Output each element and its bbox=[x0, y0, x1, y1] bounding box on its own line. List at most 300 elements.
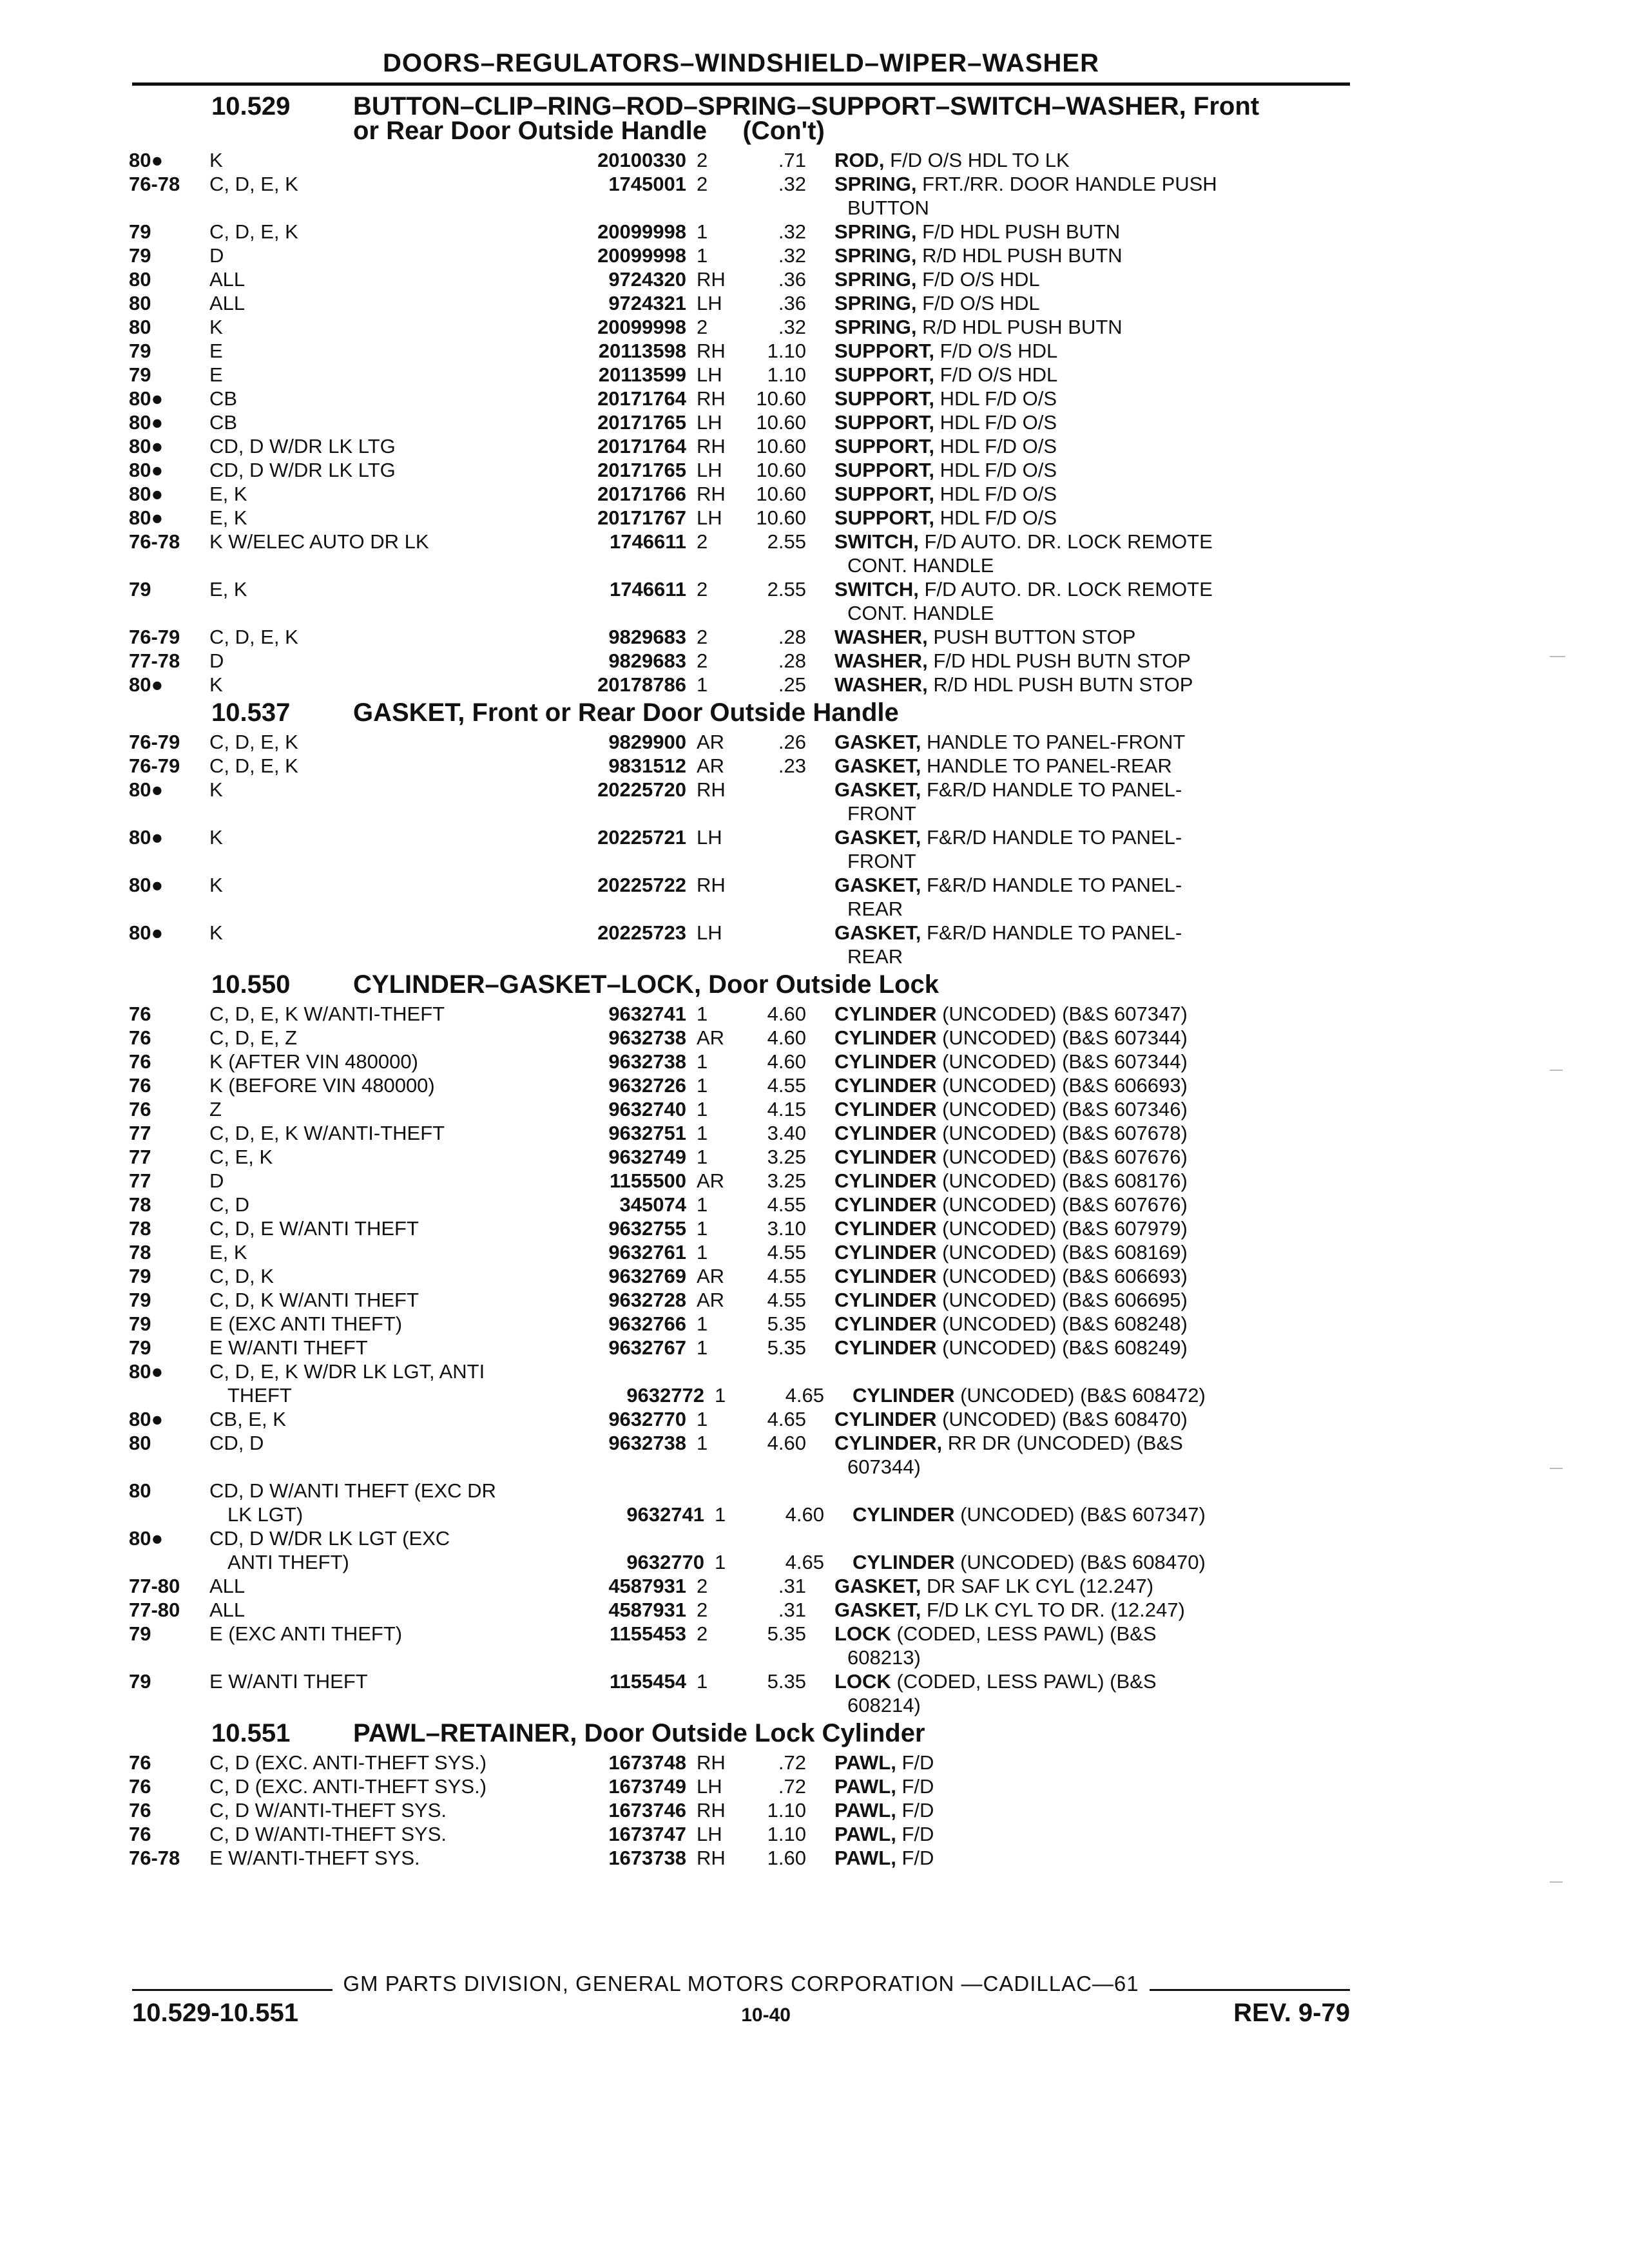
section-10-550 bbox=[129, 972, 1366, 1717]
description-name: PAWL, bbox=[834, 1847, 896, 1869]
header-rule bbox=[132, 82, 1350, 86]
model-year: 80● bbox=[129, 874, 164, 896]
quantity: AR bbox=[697, 1289, 725, 1311]
price: .32 bbox=[778, 173, 806, 195]
description-detail: DR SAF LK CYL (12.247) bbox=[926, 1575, 1154, 1597]
model-codes: C, D, K bbox=[209, 1265, 274, 1287]
part-number: 9632755 bbox=[608, 1217, 686, 1240]
parts-row bbox=[129, 873, 1366, 897]
description-detail: F/D O/S HDL bbox=[922, 292, 1040, 314]
parts-row bbox=[129, 1073, 1366, 1097]
quantity: 2 bbox=[697, 578, 708, 601]
description-name: SUPPORT, bbox=[834, 411, 935, 434]
quantity: 1 bbox=[697, 1074, 708, 1097]
model-codes: K bbox=[209, 778, 223, 801]
description-detail: (UNCODED) (B&S 608249) bbox=[942, 1336, 1188, 1359]
price: 4.60 bbox=[767, 1026, 806, 1049]
parts-row bbox=[129, 1145, 1366, 1169]
model-year: 80 bbox=[129, 1432, 151, 1454]
description bbox=[834, 1846, 1311, 1870]
part-number-blank bbox=[557, 802, 697, 825]
model-codes: E W/ANTI THEFT bbox=[209, 1336, 368, 1359]
parts-row bbox=[129, 148, 1366, 172]
part-number: 20171764 bbox=[597, 387, 686, 410]
part-number-blank bbox=[557, 601, 697, 625]
model-codes: K W/ELEC AUTO DR LK bbox=[209, 530, 429, 553]
model-year-blank bbox=[129, 1383, 209, 1407]
section-number: 10.551 bbox=[211, 1719, 291, 1747]
model-year: 80● bbox=[129, 673, 164, 696]
quantity: AR bbox=[697, 1265, 725, 1287]
model-year: 79 bbox=[129, 1622, 151, 1645]
price: .25 bbox=[778, 673, 806, 696]
quantity-blank bbox=[697, 897, 742, 921]
part-number: 1746611 bbox=[610, 578, 686, 601]
model-year: 79 bbox=[129, 1336, 151, 1359]
description-detail: (UNCODED) (B&S 608169) bbox=[942, 1241, 1188, 1264]
model-year: 80● bbox=[129, 921, 164, 944]
part-number: 4587931 bbox=[608, 1599, 686, 1621]
model-year: 79 bbox=[129, 220, 151, 243]
price: 1.10 bbox=[767, 1799, 806, 1821]
part-number: 9632738 bbox=[608, 1432, 686, 1454]
description-name: SPRING, bbox=[834, 220, 917, 243]
model-codes-blank bbox=[209, 897, 557, 921]
description-name: SPRING, bbox=[834, 244, 917, 267]
price: .36 bbox=[778, 268, 806, 291]
quantity-blank bbox=[697, 849, 742, 873]
description bbox=[834, 148, 1311, 172]
description-name: ROD, bbox=[834, 149, 885, 171]
model-year-blank bbox=[129, 1693, 209, 1717]
quantity: 2 bbox=[697, 649, 708, 672]
model-year-blank bbox=[129, 553, 209, 577]
description bbox=[834, 220, 1311, 244]
parts-row bbox=[129, 1336, 1366, 1360]
part-number: 9829683 bbox=[608, 649, 686, 672]
part-number: 9831512 bbox=[608, 754, 686, 777]
description-name: CYLINDER bbox=[834, 1122, 937, 1144]
part-number: 20225721 bbox=[597, 826, 686, 849]
price: 4.60 bbox=[785, 1503, 824, 1526]
price bbox=[742, 825, 834, 849]
model-codes: E, K bbox=[209, 1241, 247, 1264]
part-number: 1155454 bbox=[610, 1670, 686, 1693]
quantity: RH bbox=[697, 1847, 726, 1869]
model-codes: C, D, E, K W/ANTI-THEFT bbox=[209, 1122, 445, 1144]
description bbox=[834, 387, 1311, 410]
quantity: 1 bbox=[697, 1193, 708, 1216]
quantity: AR bbox=[697, 754, 725, 777]
model-year-blank bbox=[129, 897, 209, 921]
description-name: SPRING, bbox=[834, 316, 917, 338]
model-codes: K (BEFORE VIN 480000) bbox=[209, 1074, 435, 1097]
price-blank bbox=[742, 1693, 834, 1717]
parts-row bbox=[129, 1846, 1366, 1870]
quantity: LH bbox=[697, 1775, 722, 1798]
quantity: 2 bbox=[697, 530, 708, 553]
model-year: 80● bbox=[129, 1527, 164, 1550]
price: .32 bbox=[778, 220, 806, 243]
model-codes: ALL bbox=[209, 268, 246, 291]
parts-row bbox=[129, 1312, 1366, 1336]
part-number: 9632766 bbox=[608, 1312, 686, 1335]
price: 10.60 bbox=[756, 506, 806, 529]
parts-row bbox=[129, 1026, 1366, 1050]
price: 4.55 bbox=[767, 1241, 806, 1264]
parts-row bbox=[129, 1798, 1366, 1822]
model-year: 76 bbox=[129, 1098, 151, 1120]
price: 2.55 bbox=[767, 578, 806, 601]
quantity-blank bbox=[697, 945, 742, 968]
model-year: 79 bbox=[129, 1289, 151, 1311]
description bbox=[834, 577, 1311, 601]
parts-row bbox=[129, 1598, 1366, 1622]
part-number: 20171766 bbox=[597, 483, 686, 505]
part-number: 1155500 bbox=[610, 1169, 686, 1192]
quantity: LH bbox=[697, 1823, 722, 1845]
part-number-blank bbox=[557, 1646, 697, 1669]
part-number: 9632738 bbox=[608, 1050, 686, 1073]
description bbox=[834, 1431, 1311, 1455]
description-cont: FRONT bbox=[847, 802, 916, 825]
part-number: 20113599 bbox=[598, 363, 686, 386]
parts-row bbox=[129, 1216, 1366, 1240]
price-blank bbox=[742, 802, 834, 825]
parts-row bbox=[129, 387, 1366, 410]
price-blank bbox=[742, 849, 834, 873]
part-number: 20171765 bbox=[597, 411, 686, 434]
description-detail: F/D bbox=[901, 1847, 934, 1869]
section-heading: BUTTON–CLIP–RING–ROD–SPRING–SUPPORT–SWITCH–WASHER, Front or Rear Door Outside Handle (Con't) bbox=[353, 92, 1260, 145]
quantity: 1 bbox=[697, 1312, 708, 1335]
part-number: 9632728 bbox=[608, 1289, 686, 1311]
model-codes-cont: LK LGT) bbox=[227, 1503, 304, 1526]
part-number: 20178786 bbox=[597, 673, 686, 696]
section-title bbox=[129, 700, 1366, 725]
description bbox=[834, 754, 1311, 778]
part-number: 20225722 bbox=[597, 874, 686, 896]
model-codes: CD, D W/DR LK LTG bbox=[209, 435, 396, 457]
parts-row bbox=[129, 1383, 1366, 1407]
description-name: GASKET, bbox=[834, 754, 921, 777]
model-year: 80● bbox=[129, 778, 164, 801]
model-codes: K bbox=[209, 874, 223, 896]
description-detail: (UNCODED) (B&S 607979) bbox=[942, 1217, 1188, 1240]
description-name: LOCK bbox=[834, 1670, 891, 1693]
description-name: CYLINDER bbox=[853, 1503, 955, 1526]
model-year: 80 bbox=[129, 1479, 151, 1502]
quantity: LH bbox=[697, 826, 722, 849]
price: 4.55 bbox=[767, 1074, 806, 1097]
description bbox=[834, 410, 1311, 434]
part-number: 20225723 bbox=[597, 921, 686, 944]
description bbox=[834, 1264, 1311, 1288]
description-name: CYLINDER bbox=[834, 1265, 937, 1287]
model-year-blank bbox=[129, 945, 209, 968]
description-detail: F&R/D HANDLE TO PANEL- bbox=[926, 826, 1182, 849]
description bbox=[834, 1312, 1311, 1336]
model-year: 78 bbox=[129, 1241, 151, 1264]
model-year: 76 bbox=[129, 1751, 151, 1774]
description-detail: F/D O/S HDL bbox=[940, 340, 1058, 362]
model-year: 77-78 bbox=[129, 649, 180, 672]
scan-mark bbox=[1550, 1070, 1563, 1071]
model-codes-cont: ANTI THEFT) bbox=[227, 1551, 349, 1573]
price: .36 bbox=[778, 292, 806, 314]
description-detail: (UNCODED) (B&S 607347) bbox=[960, 1503, 1206, 1526]
model-year: 80● bbox=[129, 506, 164, 529]
page-header: DOORS–REGULATORS–WINDSHIELD–WIPER–WASHER bbox=[383, 49, 1099, 77]
price: 10.60 bbox=[756, 387, 806, 410]
part-number: 1673746 bbox=[608, 1799, 686, 1821]
parts-row bbox=[129, 1050, 1366, 1073]
price: 10.60 bbox=[756, 459, 806, 481]
part-number: 9632738 bbox=[608, 1026, 686, 1049]
quantity: LH bbox=[697, 921, 722, 944]
model-year: 80 bbox=[129, 268, 151, 291]
price: 3.40 bbox=[767, 1122, 806, 1144]
description bbox=[834, 921, 1311, 945]
description-name: CYLINDER bbox=[853, 1384, 955, 1407]
model-year: 80● bbox=[129, 435, 164, 457]
description bbox=[834, 1002, 1311, 1026]
quantity: RH bbox=[697, 435, 726, 457]
quantity: RH bbox=[697, 483, 726, 505]
description-detail: (UNCODED) (B&S 608470) bbox=[942, 1408, 1188, 1430]
parts-row bbox=[129, 1097, 1366, 1121]
description-name: GASKET, bbox=[834, 874, 921, 896]
model-codes-cont: THEFT bbox=[227, 1384, 292, 1407]
parts-row bbox=[129, 1526, 1366, 1550]
model-codes: ALL bbox=[209, 1575, 246, 1597]
price: .32 bbox=[778, 244, 806, 267]
description-detail: (UNCODED) (B&S 608472) bbox=[960, 1384, 1206, 1407]
parts-row bbox=[129, 778, 1366, 802]
quantity-blank bbox=[697, 802, 742, 825]
quantity: LH bbox=[697, 506, 722, 529]
quantity: 1 bbox=[697, 1122, 708, 1144]
model-codes: D bbox=[209, 244, 224, 267]
description-cont: 608213) bbox=[847, 1646, 921, 1669]
description-name: GASKET, bbox=[834, 731, 921, 753]
model-year: 78 bbox=[129, 1193, 151, 1216]
description-detail: (UNCODED) (B&S 607676) bbox=[942, 1193, 1188, 1216]
part-number: 20113598 bbox=[598, 340, 686, 362]
model-year: 76-78 bbox=[129, 1847, 180, 1869]
description-detail: R/D HDL PUSH BUTN bbox=[922, 316, 1123, 338]
parts-row bbox=[129, 1169, 1366, 1193]
model-codes: CD, D W/DR LK LTG bbox=[209, 459, 396, 481]
model-year: 80● bbox=[129, 483, 164, 505]
description-name: SPRING, bbox=[834, 268, 917, 291]
quantity: RH bbox=[697, 340, 726, 362]
description-detail: FRT./RR. DOOR HANDLE PUSH bbox=[922, 173, 1217, 195]
part-number-blank bbox=[557, 1455, 697, 1479]
part-number: 9632770 bbox=[626, 1551, 704, 1573]
description-name: GASKET, bbox=[834, 1599, 921, 1621]
description bbox=[834, 530, 1311, 553]
description-name: CYLINDER bbox=[834, 1289, 937, 1311]
section-10-537 bbox=[129, 700, 1366, 968]
parts-row bbox=[129, 1622, 1366, 1646]
model-year: 78 bbox=[129, 1217, 151, 1240]
model-codes-blank bbox=[209, 553, 557, 577]
quantity: 2 bbox=[697, 626, 708, 648]
parts-row bbox=[129, 1431, 1366, 1455]
model-codes: E, K bbox=[209, 506, 247, 529]
price-blank bbox=[742, 1455, 834, 1479]
model-codes: E W/ANTI-THEFT SYS. bbox=[209, 1847, 420, 1869]
quantity: 1 bbox=[697, 1098, 708, 1120]
description-detail: F/D O/S HDL bbox=[940, 363, 1058, 386]
description-detail: F&R/D HANDLE TO PANEL- bbox=[926, 778, 1182, 801]
description-name: CYLINDER bbox=[834, 1026, 937, 1049]
price: 1.10 bbox=[767, 363, 806, 386]
description-detail: (CODED, LESS PAWL) (B&S bbox=[896, 1622, 1157, 1645]
description-detail: HDL F/D O/S bbox=[940, 483, 1057, 505]
part-number: 1746611 bbox=[610, 530, 686, 553]
description-cont: 607344) bbox=[847, 1456, 921, 1478]
description-name: CYLINDER bbox=[834, 1098, 937, 1120]
parts-row bbox=[129, 921, 1366, 945]
description-detail: HDL F/D O/S bbox=[940, 387, 1057, 410]
price: 5.35 bbox=[767, 1336, 806, 1359]
description-name: PAWL, bbox=[834, 1751, 896, 1774]
description-detail: (UNCODED) (B&S 608176) bbox=[942, 1169, 1188, 1192]
parts-row bbox=[129, 1479, 1366, 1503]
quantity: 1 bbox=[697, 1670, 708, 1693]
section-number: 10.550 bbox=[211, 970, 291, 999]
description-detail: HDL F/D O/S bbox=[940, 435, 1057, 457]
description-name: SWITCH, bbox=[834, 578, 919, 601]
section-number: 10.537 bbox=[211, 698, 291, 727]
description-name: CYLINDER, bbox=[834, 1432, 943, 1454]
quantity: 2 bbox=[697, 1575, 708, 1597]
part-number: 9829900 bbox=[608, 731, 686, 753]
description bbox=[834, 1574, 1311, 1598]
model-codes-blank bbox=[209, 945, 557, 968]
part-number: 9632749 bbox=[608, 1146, 686, 1168]
price: .32 bbox=[778, 316, 806, 338]
description-detail: F/D O/S HDL bbox=[922, 268, 1040, 291]
model-codes: C, E, K bbox=[209, 1146, 273, 1168]
model-codes: K bbox=[209, 316, 223, 338]
parts-row bbox=[129, 220, 1366, 244]
description bbox=[834, 291, 1311, 315]
description-cont: REAR bbox=[847, 945, 903, 968]
description-detail: HANDLE TO PANEL-REAR bbox=[926, 754, 1172, 777]
description-detail: R/D HDL PUSH BUTN STOP bbox=[933, 673, 1193, 696]
model-codes: C, D (EXC. ANTI-THEFT SYS.) bbox=[209, 1775, 487, 1798]
description-name: CYLINDER bbox=[834, 1217, 937, 1240]
model-year: 80 bbox=[129, 316, 151, 338]
part-number: 20171765 bbox=[597, 459, 686, 481]
description-detail: F/D HDL PUSH BUTN STOP bbox=[933, 649, 1191, 672]
description bbox=[853, 1503, 1329, 1526]
price: 1.10 bbox=[767, 1823, 806, 1845]
price bbox=[742, 778, 834, 802]
footer-rule-right bbox=[1150, 1989, 1350, 1991]
part-number: 9632767 bbox=[608, 1336, 686, 1359]
quantity: RH bbox=[697, 778, 726, 801]
parts-row bbox=[129, 1503, 1366, 1526]
description-detail: HANDLE TO PANEL-FRONT bbox=[926, 731, 1186, 753]
price-blank bbox=[742, 196, 834, 220]
parts-row-continued bbox=[129, 1693, 1366, 1717]
part-number: 20171764 bbox=[597, 435, 686, 457]
quantity: 1 bbox=[697, 1241, 708, 1264]
model-year: 79 bbox=[129, 1265, 151, 1287]
model-codes: E (EXC ANTI THEFT) bbox=[209, 1312, 403, 1335]
parts-row bbox=[129, 730, 1366, 754]
price: .26 bbox=[778, 731, 806, 753]
part-number: 1673747 bbox=[608, 1823, 686, 1845]
model-year: 80● bbox=[129, 1360, 164, 1383]
parts-row bbox=[129, 1193, 1366, 1216]
model-codes: C, D, E, K bbox=[209, 754, 298, 777]
model-codes: CD, D W/ANTI THEFT (EXC DR bbox=[209, 1479, 496, 1502]
model-year-blank bbox=[129, 1550, 209, 1574]
price: 5.35 bbox=[767, 1312, 806, 1335]
model-year: 80● bbox=[129, 826, 164, 849]
part-number: 9632741 bbox=[608, 1003, 686, 1025]
description-detail: F/D O/S HDL TO LK bbox=[890, 149, 1070, 171]
model-codes: K (AFTER VIN 480000) bbox=[209, 1050, 418, 1073]
model-year: 80● bbox=[129, 411, 164, 434]
description-detail: F/D bbox=[901, 1799, 934, 1821]
description-name: SPRING, bbox=[834, 173, 917, 195]
description bbox=[834, 1822, 1311, 1846]
part-number: 1155453 bbox=[610, 1622, 686, 1645]
parts-row-continued bbox=[129, 196, 1366, 220]
price: 10.60 bbox=[756, 411, 806, 434]
description-detail: (CODED, LESS PAWL) (B&S bbox=[896, 1670, 1157, 1693]
part-number: 20099998 bbox=[597, 316, 686, 338]
description bbox=[834, 825, 1311, 849]
price: 5.35 bbox=[767, 1670, 806, 1693]
part-number-blank bbox=[557, 945, 697, 968]
price: .23 bbox=[778, 754, 806, 777]
part-number: 9724320 bbox=[608, 268, 686, 291]
model-year: 77 bbox=[129, 1146, 151, 1168]
footer-rule-left bbox=[132, 1989, 333, 1991]
description-name: CYLINDER bbox=[834, 1146, 937, 1168]
price: 10.60 bbox=[756, 435, 806, 457]
model-year: 76-78 bbox=[129, 173, 180, 195]
description bbox=[834, 1751, 1311, 1774]
model-codes: K bbox=[209, 673, 223, 696]
quantity: LH bbox=[697, 411, 722, 434]
model-codes: E (EXC ANTI THEFT) bbox=[209, 1622, 403, 1645]
parts-row bbox=[129, 1121, 1366, 1145]
model-codes: C, D, E W/ANTI THEFT bbox=[209, 1217, 419, 1240]
part-number-blank bbox=[557, 196, 697, 220]
description bbox=[834, 730, 1311, 754]
description-name: LOCK bbox=[834, 1622, 891, 1645]
model-year: 76 bbox=[129, 1799, 151, 1821]
description-detail: HDL F/D O/S bbox=[940, 411, 1057, 434]
parts-row bbox=[129, 754, 1366, 778]
parts-row bbox=[129, 673, 1366, 697]
quantity: 1 bbox=[697, 673, 708, 696]
scan-mark bbox=[1550, 656, 1565, 657]
description bbox=[834, 1121, 1311, 1145]
part-number: 1673738 bbox=[608, 1847, 686, 1869]
part-number: 1745001 bbox=[608, 173, 686, 195]
part-number: 9632761 bbox=[608, 1241, 686, 1264]
quantity: 2 bbox=[697, 1599, 708, 1621]
